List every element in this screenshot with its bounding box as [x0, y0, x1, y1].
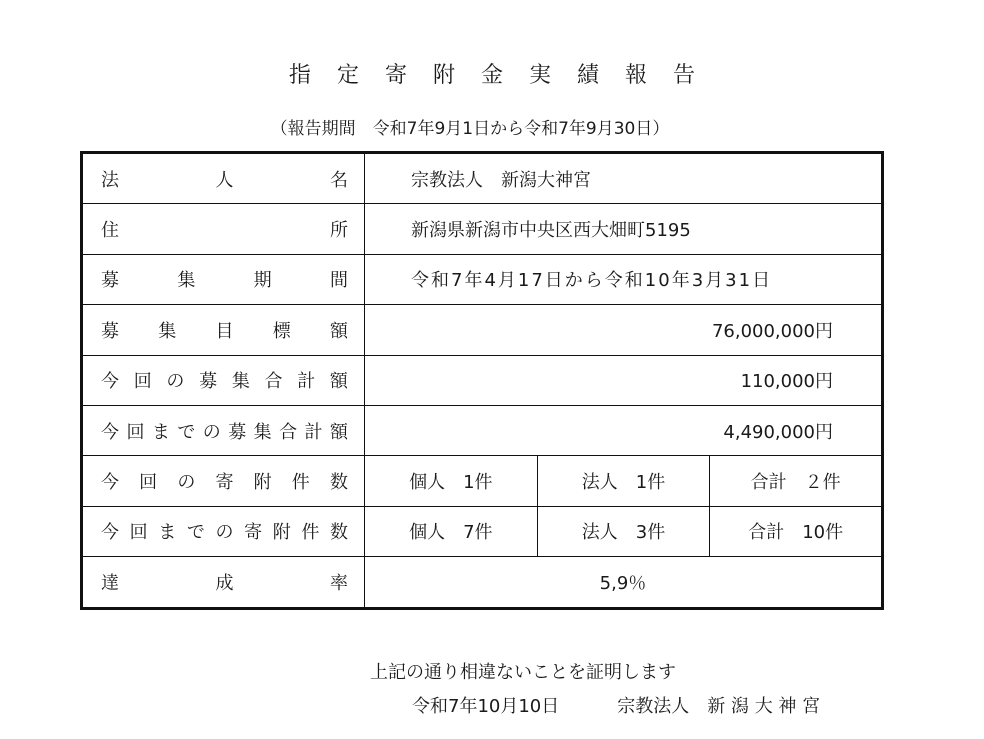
- cumulative-count-corporate: 法人 3件: [537, 506, 710, 556]
- table-row: [82, 506, 883, 556]
- label-target-amount: 募 集 目 標 額: [82, 305, 365, 355]
- label-cumulative-count: 今 回 ま で の 寄 附 件 数: [82, 506, 365, 556]
- cumulative-count-individual: 個人 7件: [365, 506, 538, 556]
- value-corporation-name: 宗教法人 新潟大神宮: [365, 153, 883, 204]
- table-row: [82, 305, 883, 355]
- document-title: [0, 58, 984, 89]
- title-char: 寄: [384, 63, 407, 88]
- table-row: [82, 204, 883, 254]
- title-char: 績: [577, 63, 600, 88]
- signature-line: [412, 692, 820, 718]
- title-char: 附: [432, 63, 455, 88]
- label-cumulative-total: 今 回 ま で の 募 集 合 計 額: [82, 405, 365, 455]
- organization-name: 宗教法人 新 潟 大 神 宮: [617, 696, 821, 717]
- report-table: [80, 151, 884, 610]
- label-current-total: 今 回 の 募 集 合 計 額: [82, 355, 365, 405]
- certification-statement: 上記の通り相違ないことを証明します: [370, 662, 676, 683]
- label-address: 住 所: [82, 204, 365, 254]
- value-cumulative-total: 4,490,000円: [365, 405, 883, 455]
- title-char: 金: [480, 63, 503, 88]
- table-row: [82, 557, 883, 608]
- issue-date: 令和7年10月10日: [412, 696, 560, 717]
- report-period: （報告期間 令和7年9月1日から令和7年9月30日）: [270, 119, 670, 139]
- current-count-total: 合計 ２件: [710, 456, 883, 506]
- table-row: [82, 153, 883, 204]
- value-achievement-rate: 5,9％: [365, 557, 883, 608]
- title-char: 指: [288, 63, 311, 88]
- label-current-count: 今 回 の 寄 附 件 数: [82, 456, 365, 506]
- title-char: 定: [336, 63, 359, 88]
- title-char: 実: [529, 63, 552, 88]
- label-corporation-name: 法 人 名: [82, 153, 365, 204]
- table-row: [82, 456, 883, 506]
- value-collection-period: 令和7年4月17日から令和10年3月31日: [365, 254, 883, 304]
- table-row: [82, 254, 883, 304]
- label-achievement-rate: 達 成 率: [82, 557, 365, 608]
- cumulative-count-total: 合計 10件: [710, 506, 883, 556]
- title-char: 告: [673, 63, 696, 88]
- current-count-corporate: 法人 1件: [537, 456, 710, 506]
- value-current-total: 110,000円: [365, 355, 883, 405]
- title-char: 報: [625, 63, 648, 88]
- label-collection-period: 募 集 期 間: [82, 254, 365, 304]
- current-count-individual: 個人 1件: [365, 456, 538, 506]
- value-address: 新潟県新潟市中央区西大畑町5195: [365, 204, 883, 254]
- table-row: [82, 405, 883, 455]
- value-target-amount: 76,000,000円: [365, 305, 883, 355]
- table-row: [82, 355, 883, 405]
